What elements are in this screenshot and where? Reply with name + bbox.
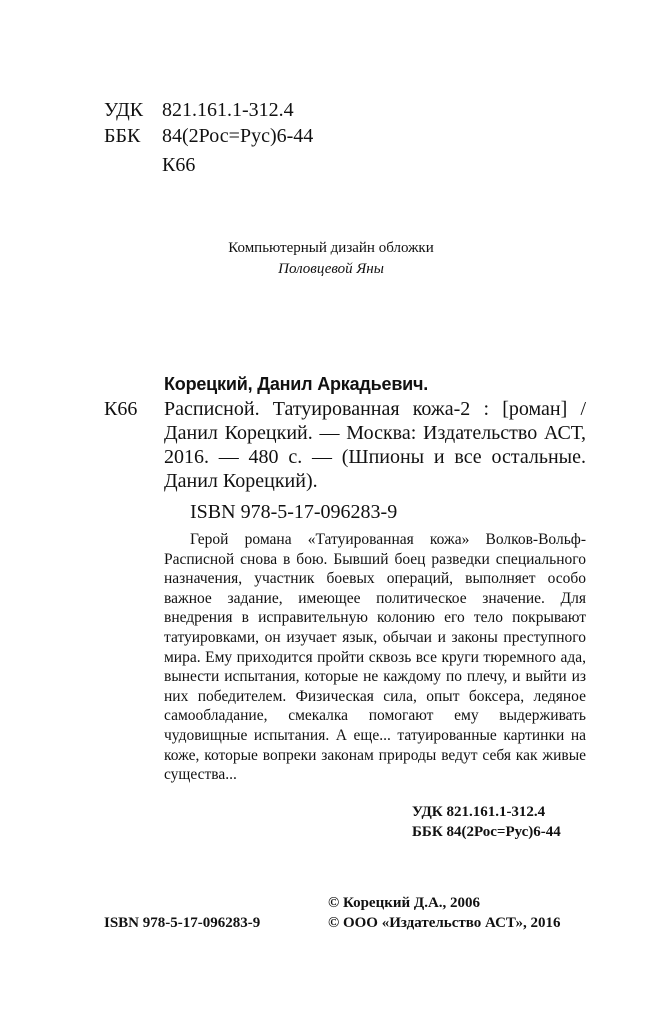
bbk-row [104, 124, 313, 148]
udk-value: 821.161.1-312.4 [162, 99, 294, 121]
design-credit-name: Половцевой Яны [278, 261, 384, 277]
copyright-block [328, 893, 561, 933]
annotation-text: Герой романа «Татуированная кожа» Волков-Вольф-Расписной снова в бою. Бывший боец разведки специального назначения, участник боевых операций, выполняет особо важное задание, имеющее политическое значение. Для внедрения в исправительную колонию его тело покрывают татуировками, он изучает язык, обычаи и законы преступного мира. Ему приходится пройти сквозь все круги тюремного ада, вынести испытания, которые не каждому по плечу, и выйти из них победителем. Физическая сила, опыт боксера, ледяное самообладание, смекалка помогают ему выдерживать чудовищные испытания. А еще... татуированные картинки на коже, которые вопреки законам природы ведут себя как живые существа... [164, 531, 586, 784]
annotation [164, 530, 586, 785]
copyright-publisher: © ООО «Издательство АСТ», 2016 [328, 915, 561, 931]
isbn-main: ISBN 978-5-17-096283-9 [190, 501, 398, 523]
udk-row [104, 98, 294, 122]
bibliographic-description: Расписной. Татуированная кожа-2 : [роман] /Данил Корецкий. — Москва: Издательство АСТ, 2016. — 480 с. — (Шпионы и все остальные. Данил Корецкий). [164, 398, 586, 492]
bottom-codes [412, 802, 561, 842]
copyright-author: © Корецкий Д.А., 2006 [328, 895, 481, 911]
bibliographic-code: К66 [104, 398, 138, 420]
design-credit-label: Компьютерный дизайн обложки [228, 240, 434, 256]
bbk-label: ББК [104, 125, 141, 147]
isbn-bottom: ISBN 978-5-17-096283-9 [104, 915, 261, 931]
bbk-value: 84(2Рос=Рус)6-44 [162, 125, 314, 147]
udk-label: УДК [104, 99, 144, 121]
bottom-bbk: ББК 84(2Рос=Рус)6-44 [412, 824, 561, 840]
bottom-udk: УДК 821.161.1-312.4 [412, 804, 546, 820]
author-heading: Корецкий, Данил Аркадьевич. [164, 374, 429, 394]
author-mark: К66 [162, 154, 196, 176]
